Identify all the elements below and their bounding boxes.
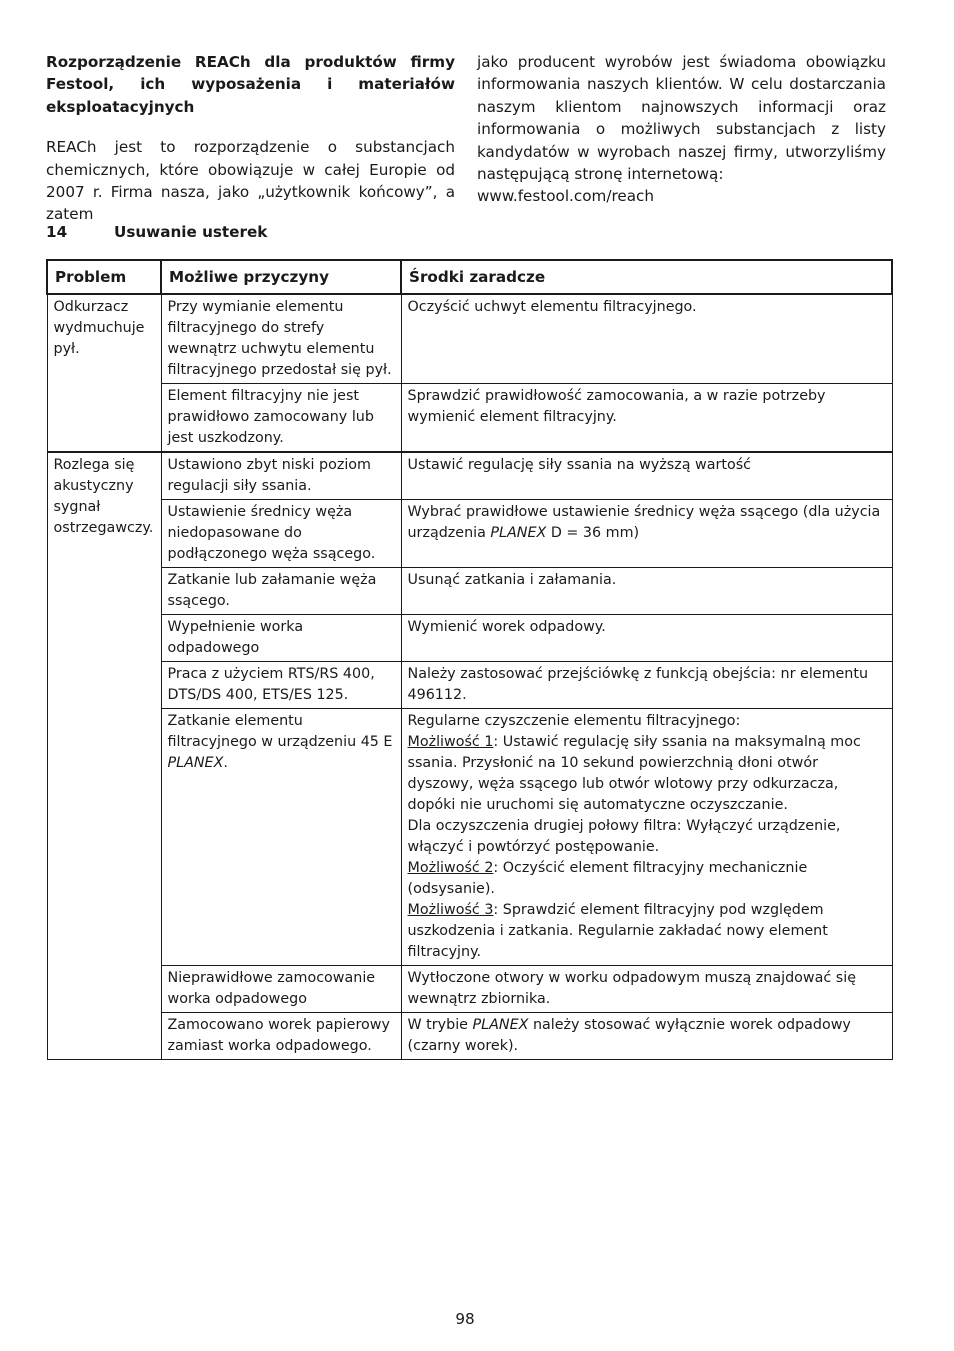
remedy-text: Wybrać prawidłowe ustawienie średnicy węża ssącego (dla użycia urządzenia	[407, 504, 881, 541]
cause-cell: Ustawiono zbyt niski poziom regulacji siły ssania.	[161, 452, 401, 500]
table-row	[47, 709, 892, 966]
cause-cell: Element filtracyjny nie jest prawidłowo zamocowany lub jest uszkodzony.	[161, 384, 401, 453]
remedy-text: W trybie	[407, 1017, 473, 1033]
cause-cell	[161, 709, 401, 966]
table-row	[47, 500, 892, 568]
option-text: : Oczyścić element filtracyjny mechanicznie (odsysanie).	[407, 860, 808, 897]
cause-cell: Zatkanie lub załamanie węża ssącego.	[161, 568, 401, 615]
table-row	[47, 294, 892, 384]
option-text: : Sprawdzić element filtracyjny pod względem uszkodzenia i zatkania. Regularnie zakładać nowy element filtracyjny.	[407, 902, 828, 960]
reach-url: www.festool.com/reach	[477, 187, 654, 206]
remedy-cell: Sprawdzić prawidłowość zamocowania, a w razie potrzeby wymienić element filtracyjny.	[401, 384, 892, 453]
right-column	[477, 51, 886, 208]
remedy-option-2	[408, 858, 886, 900]
remedy-product-name: PLANEX	[472, 1017, 529, 1033]
left-column	[46, 51, 455, 226]
table-row	[47, 384, 892, 453]
table-row	[47, 615, 892, 662]
remedy-option-3	[408, 900, 886, 963]
section-title: Usuwanie usterek	[114, 223, 268, 241]
remedy-cell: Ustawić regulację siły ssania na wyższą wartość	[401, 452, 892, 500]
troubleshooting-table	[46, 259, 893, 1060]
remedy-cell: Oczyścić uchwyt elementu filtracyjnego.	[401, 294, 892, 384]
remedy-intro: Regularne czyszczenie elementu filtracyjnego:	[407, 713, 741, 729]
option-label: Możliwość 2	[407, 860, 494, 876]
table-row	[47, 1013, 892, 1060]
section-heading	[46, 221, 267, 243]
cause-cell: Wypełnienie worka odpadowego	[161, 615, 401, 662]
remedy-option-1	[408, 732, 886, 816]
cause-cell: Ustawienie średnicy węża niedopasowane do podłączonego węża ssącego.	[161, 500, 401, 568]
problem-cell: Odkurzacz wydmuchuje pył.	[47, 294, 161, 452]
page-number: 98	[455, 1310, 475, 1328]
remedy-cell: Wymienić worek odpadowy.	[401, 615, 892, 662]
cause-product-name: PLANEX	[167, 755, 224, 771]
remedy-product-name: PLANEX	[490, 525, 547, 541]
cause-cell: Praca z użyciem RTS/RS 400, DTS/DS 400, ETS/ES 125.	[161, 662, 401, 709]
header-remedies: Środki zaradcze	[401, 260, 892, 294]
option-label: Możliwość 1	[407, 734, 494, 750]
problem-cell: Rozlega się akustyczny sygnał ostrzegawczy.	[47, 452, 161, 1060]
table-row	[47, 662, 892, 709]
header-causes: Możliwe przyczyny	[161, 260, 401, 294]
header-problem: Problem	[47, 260, 161, 294]
option-text: : Ustawić regulację siły ssania na maksymalną moc ssania. Przysłonić na 10 sekund powierzchnią dłoni otwór dyszowy, węża ssącego lub otwór wlotowy przy odkurzacza, dopóki nie uruchomi się automatyczne oczyszczanie.	[407, 734, 861, 813]
remedy-cell	[401, 500, 892, 568]
cause-text: .	[223, 755, 228, 771]
remedy-cell	[401, 1013, 892, 1060]
cause-cell: Nieprawidłowe zamocowanie worka odpadowego	[161, 966, 401, 1013]
section-number: 14	[46, 223, 68, 241]
remedy-text: należy stosować wyłącznie worek odpadowy (czarny worek).	[407, 1017, 851, 1054]
table-row	[47, 568, 892, 615]
table-row	[47, 452, 892, 500]
table-header-row	[47, 260, 892, 294]
cause-cell: Zamocowano worek papierowy zamiast worka odpadowego.	[161, 1013, 401, 1060]
remedy-cell: Należy zastosować przejściówkę z funkcją obejścia: nr elementu 496112.	[401, 662, 892, 709]
remedy-option-1-extra: Dla oczyszczenia drugiej połowy filtra: Wyłączyć urządzenie, włączyć i powtórzyć postępowanie.	[407, 818, 841, 855]
cause-cell: Przy wymianie elementu filtracyjnego do strefy wewnątrz uchwytu elementu filtracyjnego przedostał się pył.	[161, 294, 401, 384]
remedy-text: D = 36 mm)	[546, 525, 640, 541]
reach-paragraph-right: jako producent wyrobów jest świadoma obowiązku informowania naszych klientów. W celu dostarczania naszym klientom najnowszych informacji oraz informowania o możliwych substancjach z listy kandydatów w wyrobach naszej firmy, utworzyliśmy następującą stronę internetową:	[477, 53, 886, 184]
reach-paragraph-left: REACh jest to rozporządzenie o substancjach chemicznych, które obowiązuje w całej Europie od 2007 r. Firma nasza, jako „użytkownik końcowy”, a zatem	[46, 138, 455, 224]
remedy-cell: Wytłoczone otwory w worku odpadowym muszą znajdować się wewnątrz zbiornika.	[401, 966, 892, 1013]
reach-heading: Rozporządzenie REACh dla produktów firmy Festool, ich wyposażenia i materiałów eksploatacyjnych	[46, 53, 455, 116]
remedy-cell: Usunąć zatkania i załamania.	[401, 568, 892, 615]
remedy-cell	[401, 709, 892, 966]
cause-text: Zatkanie elementu filtracyjnego w urządzeniu 45 E	[167, 713, 393, 750]
table-row	[47, 966, 892, 1013]
option-label: Możliwość 3	[407, 902, 494, 918]
